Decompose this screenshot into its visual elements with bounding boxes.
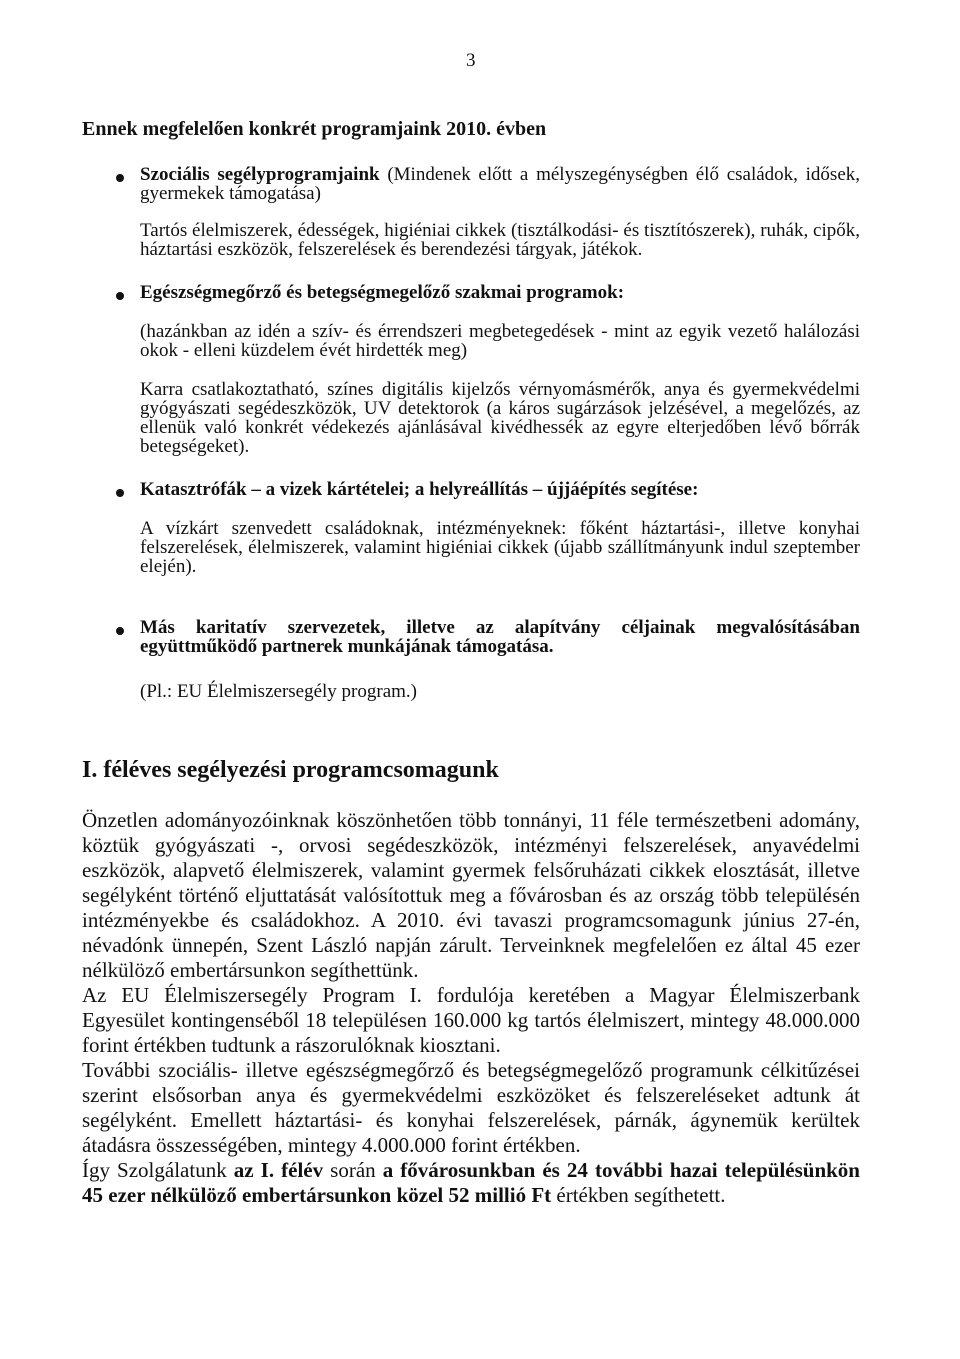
bullet-dot-icon <box>116 174 124 182</box>
bullet-paragraph: Karra csatlakoztatható, színes digitális kijelzős vérnyomásmérők, anya és gyermekvédelmi gyógyászati segédeszközök, UV detektorok (a káros sugárzások jelzésével, a megelőzés, az ellenük való konkrét védekezés ajánlásával kivédhessék az egyre elterjedőben lévő bőrrák betegségeket). <box>140 379 860 457</box>
summary-text: értékben segíthetett. <box>551 1183 726 1207</box>
bullet-title <box>140 480 860 499</box>
bullet-dot-icon <box>116 292 124 300</box>
bullet-title-bold: Más karitatív szervezetek, illetve az alapítvány céljainak megvalósításában együttműködő partnerek munkájának támogatása. <box>140 617 860 657</box>
bullet-paragraph: (hazánkban az idén a szív- és érrendszeri megbetegedések - mint az egyik vezető halálozási okok - elleni küzdelem évét hirdették meg) <box>140 321 860 361</box>
page-content <box>82 118 860 1208</box>
page-number: 3 <box>466 50 476 71</box>
bullet-health-programs <box>82 283 860 302</box>
bullet-title <box>140 283 860 302</box>
bullet-dot-icon <box>116 489 124 497</box>
bullet-disaster-relief <box>82 480 860 499</box>
section-title: I. féléves segélyezési programcsomagunk <box>82 757 499 783</box>
section-paragraph: Az EU Élelmiszersegély Program I. fordulója keretében a Magyar Élelmiszerbank Egyesület kontingenséből 18 településen 160.000 kg tartós élelmiszert, mintegy 48.000.000 forint értékben tudtunk a rászorulóknak kiosztani. <box>82 983 860 1057</box>
summary-bold: félév <box>281 1158 324 1182</box>
summary-bold: a fővárosunkban és 24 további hazai településünkön 45 ezer nélkülöző embertársunkon közel 52 millió Ft <box>82 1158 860 1207</box>
section-paragraph: További szociális- illetve egészségmegőrző és betegségmegelőző programunk célkitűzései szerint elsősorban anya és gyermekvédelmi eszközöket és felszereléseket adtunk át segélyként. Emellett háztartási- és konyhai felszerelések, párnák, ágynemük kerültek átadásra összességében, mintegy 4.000.000 forint értékben. <box>82 1058 860 1157</box>
bullet-partner-support <box>82 618 860 656</box>
bullet-title <box>140 618 860 656</box>
bullet-social-aid <box>82 165 860 203</box>
bullet-dot-icon <box>116 627 124 635</box>
bullet-paragraph: Tartós élelmiszerek, édességek, higiéniai cikkek (tisztálkodási- és tisztítószerek), ruhák, cipők, háztartási eszközök, felszerelések és berendezési tárgyak, játékok. <box>140 220 860 260</box>
summary-text: során <box>323 1158 383 1182</box>
bullet-paragraph: A vízkárt szenvedett családoknak, intézményeknek: főként háztartási-, illetve konyhai felszerelések, élelmiszerek, valamint higiéniai cikkek (újabb szállítmányunk indul szeptember elején). <box>140 518 860 577</box>
summary-text: Így Szolgálatunk <box>82 1158 234 1182</box>
bullet-title-bold: Egészségmegőrző és betegségmegelőző szakmai programok: <box>140 282 625 303</box>
bullet-title-rest: (Mindenek előtt a mélyszegénységben élő családok, idősek, gyermekek támogatása) <box>140 164 860 204</box>
bullet-title-bold: Szociális segélyprogramjaink <box>140 164 380 185</box>
section-summary-paragraph <box>82 1158 860 1208</box>
bullet-title <box>140 165 860 203</box>
section-paragraph: Önzetlen adományozóinknak köszönhetően több tonnányi, 11 féle természetbeni adomány, köztük gyógyászati -, orvosi segédeszközök, intézményi felszerelések, anyavédelmi eszközök, alapvető élelmiszerek, valamint gyermek felsőruházati cikkek elosztását, illetve segélyként történő eljuttatását valósítottuk meg a fővárosban és az ország több településén intézményekbe és családokhoz. A 2010. évi tavaszi programcsomagunk június 27-én, névadónk ünnepén, Szent László napján zárult. Terveinknek megfelelően ez által 45 ezer nélkülöző embertársunkon segíthettünk. <box>82 808 860 982</box>
programs-heading: Ennek megfelelően konkrét programjaink 2010. évben <box>82 118 547 140</box>
bullet-title-bold: Katasztrófák – a vizek kártételei; a helyreállítás – újjáépítés segítése: <box>140 479 699 500</box>
bullet-paragraph: (Pl.: EU Élelmiszersegély program.) <box>140 681 418 702</box>
summary-bold: az I. <box>233 1158 275 1182</box>
